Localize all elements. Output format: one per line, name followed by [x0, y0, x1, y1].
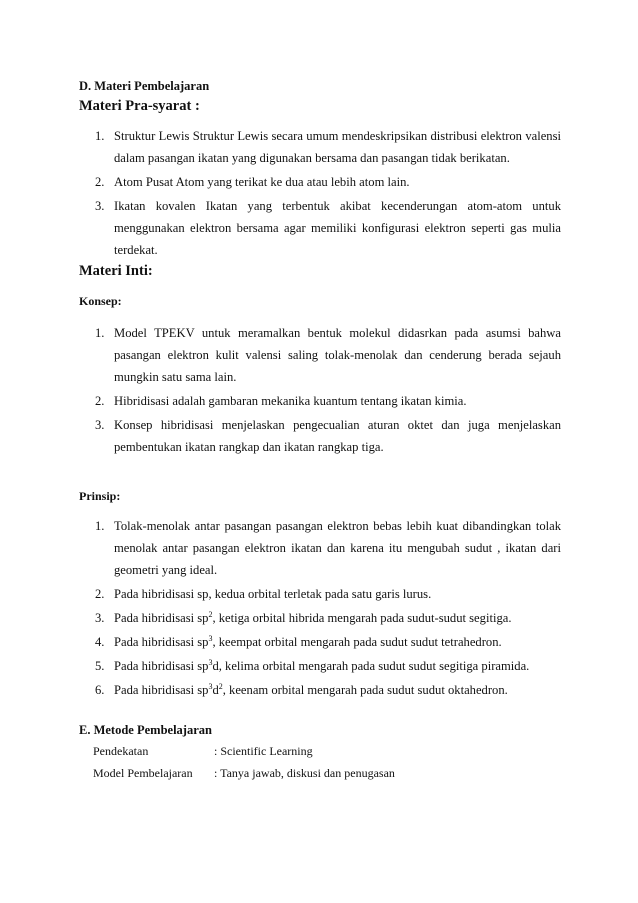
item-text: d, kelima orbital mengarah pada sudut sudut segitiga piramida. — [212, 659, 530, 673]
item-number: 4. — [95, 635, 105, 649]
superscript: 3 — [208, 682, 213, 691]
list-item — [79, 171, 561, 193]
list-item — [79, 414, 561, 458]
item-number: 3. — [95, 611, 105, 625]
prinsip-list — [79, 515, 561, 703]
list-item — [79, 195, 561, 261]
list-item — [79, 390, 561, 412]
method-label: Model Pembelajaran — [93, 766, 193, 780]
konsep-heading: Konsep: — [79, 294, 122, 308]
item-text: , keenam orbital mengarah pada sudut sudut oktahedron. — [222, 683, 508, 697]
superscript: 2 — [218, 682, 223, 691]
list-item — [79, 631, 561, 653]
item-text: Pada hibridisasi sp — [114, 683, 209, 697]
method-value: : Tanya jawab, diskusi dan penugasan — [214, 766, 395, 780]
item-number: 1. — [95, 129, 105, 143]
item-text: Atom Pusat Atom yang terikat ke dua atau lebih atom lain. — [114, 175, 410, 189]
item-number: 5. — [95, 659, 105, 673]
item-number: 2. — [95, 175, 105, 189]
superscript: 3 — [208, 634, 213, 643]
item-text: Pada hibridisasi sp, kedua orbital terletak pada satu garis lurus. — [114, 587, 432, 601]
item-text: Struktur Lewis Struktur Lewis secara umum mendeskripsikan distribusi elektron valensi dalam pasangan ikatan yang digunakan bersama dan pasangan tidak berikatan. — [114, 129, 561, 165]
list-item — [79, 583, 561, 605]
list-item — [79, 515, 561, 581]
konsep-list — [79, 322, 561, 460]
item-number: 1. — [95, 519, 105, 533]
item-text: Konsep hibridisasi menjelaskan pengecualian aturan oktet dan juga menjelaskan pembentukan ikatan rangkap dan ikatan rangkap tiga. — [114, 418, 561, 454]
list-item — [79, 607, 561, 629]
item-number: 2. — [95, 394, 105, 408]
method-label: Pendekatan — [93, 744, 149, 758]
superscript: 3 — [208, 658, 213, 667]
list-item — [79, 322, 561, 388]
section-e-heading: E. Metode Pembelajaran — [79, 723, 212, 737]
prasyarat-heading: Materi Pra-syarat : — [79, 98, 200, 114]
item-text: Pada hibridisasi sp — [114, 659, 209, 673]
prasyarat-list — [79, 125, 561, 263]
list-item — [79, 679, 561, 701]
item-number: 1. — [95, 326, 105, 340]
item-text: Ikatan kovalen Ikatan yang terbentuk akibat kecenderungan atom-atom untuk menggunakan elektron bersama agar memiliki konfigurasi elektron seperti gas mulia terdekat. — [114, 199, 561, 257]
section-d-heading: D. Materi Pembelajaran — [79, 79, 210, 93]
prinsip-heading: Prinsip: — [79, 489, 121, 503]
item-text: d — [212, 683, 219, 697]
item-number: 2. — [95, 587, 105, 601]
item-text: , keempat orbital mengarah pada sudut sudut tetrahedron. — [212, 635, 502, 649]
item-text: Model TPEKV untuk meramalkan bentuk molekul didasrkan pada asumsi bahwa pasangan elektron kulit valensi saling tolak-menolak dan cenderung berada sejauh mungkin satu sama lain. — [114, 326, 561, 384]
list-item — [79, 125, 561, 169]
item-number: 6. — [95, 683, 105, 697]
item-text: Pada hibridisasi sp — [114, 635, 209, 649]
materi-inti-heading: Materi Inti: — [79, 263, 153, 279]
item-text: Pada hibridisasi sp — [114, 611, 209, 625]
item-number: 3. — [95, 418, 105, 432]
item-text: , ketiga orbital hibrida mengarah pada sudut-sudut segitiga. — [212, 611, 512, 625]
superscript: 2 — [208, 610, 213, 619]
item-text: Tolak-menolak antar pasangan pasangan elektron bebas lebih kuat dibandingkan tolak menolak antar pasangan elektron ikatan dan karena itu mengubah sudut , ikatan dari geometri yang ideal. — [114, 519, 561, 577]
list-item — [79, 655, 561, 677]
method-value: : Scientific Learning — [214, 744, 313, 758]
item-number: 3. — [95, 199, 105, 213]
item-text: Hibridisasi adalah gambaran mekanika kuantum tentang ikatan kimia. — [114, 394, 467, 408]
